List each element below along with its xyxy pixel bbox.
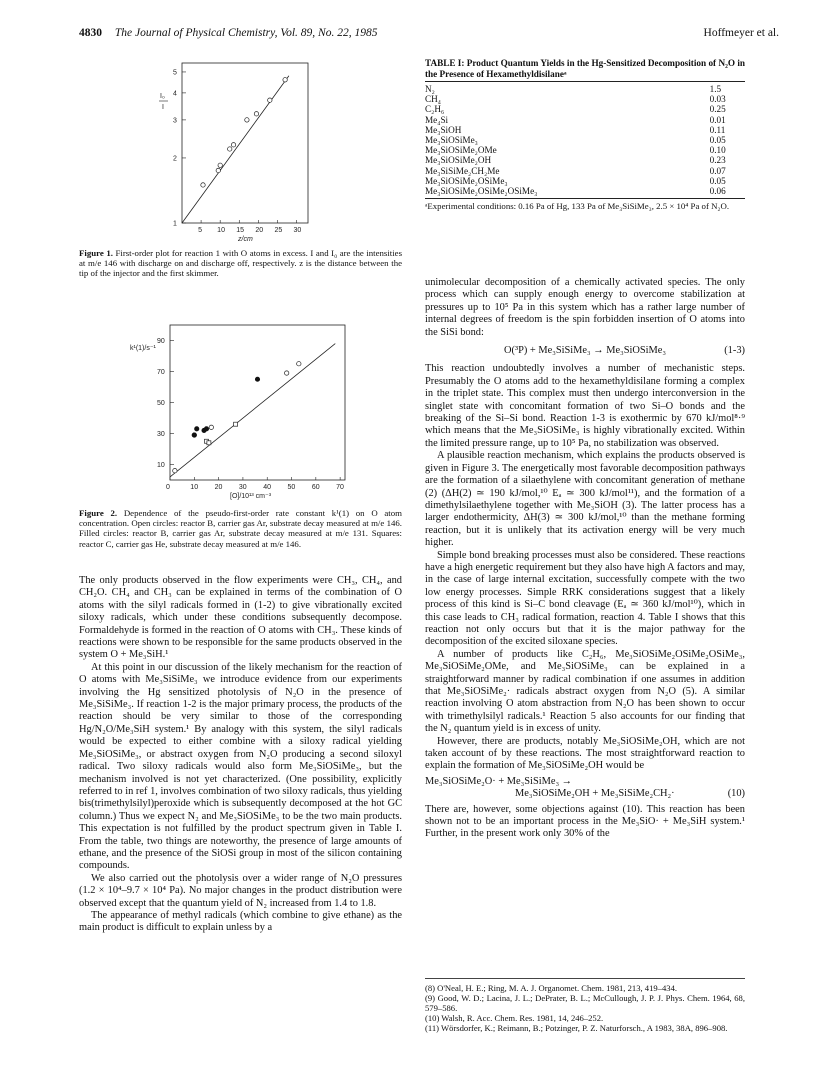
left-column-text bbox=[79, 575, 402, 935]
reference: (9) Good, W. D.; Lacina, J. L.; DePrater, B. L.; McCullough, J. P. J. Phys. Chem. 1964, 68, 579–586. bbox=[425, 993, 745, 1013]
paragraph: The only products observed in the flow experiments were CH₃, CH₄, and CH₂O. CH₄ and CH₃ can be explained in terms of the combination of O atoms with the silyl radicals formed in (1-2) to give vibrationally excited siloxy radicals, which under these conditions subsequently decompose. Formaldehyde is formed in the reaction of O atoms with CH₃. These kinds of reactions were shown to be responsible for the same products observed in the system O + Me₃SiH.¹ bbox=[79, 575, 402, 661]
reference: (10) Walsh, R. Acc. Chem. Res. 1981, 14, 246–252. bbox=[425, 1013, 604, 1023]
right-column-text bbox=[425, 277, 745, 841]
table-cell-product: Me₃SiOSiMe₂OSiMe₃ bbox=[425, 175, 508, 186]
fit-line bbox=[182, 76, 289, 223]
equation-line: Me₃SiOSiMe₂OH + Me₃SiSiMe₂CH₂· bbox=[515, 788, 675, 800]
table-cell-yield: 0.06 bbox=[709, 186, 726, 197]
data-point-open bbox=[173, 469, 177, 473]
figure-2-caption bbox=[79, 508, 402, 549]
x-tick-label: 20 bbox=[214, 484, 223, 491]
figure-2-plot bbox=[110, 320, 360, 505]
table-cell-product: Me₄Si bbox=[425, 114, 449, 125]
x-tick-label: 5 bbox=[198, 227, 202, 234]
y-tick-label: 4 bbox=[173, 90, 177, 98]
table-cell-product: Me₃SiOSiMe₂OSiMe₂OSiMe₃ bbox=[425, 186, 538, 197]
y-tick-label: 3 bbox=[173, 117, 177, 125]
data-point-square bbox=[207, 441, 211, 445]
data-point bbox=[216, 168, 220, 172]
y-tick-label: 10 bbox=[157, 462, 165, 469]
y-tick-label: 1 bbox=[173, 220, 177, 228]
y-tick-label: 90 bbox=[157, 338, 165, 345]
y-tick-label: 5 bbox=[173, 69, 177, 77]
data-point-open bbox=[209, 425, 213, 429]
equation-number: (1-3) bbox=[724, 345, 745, 357]
figure-1-caption bbox=[79, 248, 402, 279]
x-tick-label: 10 bbox=[190, 484, 199, 491]
reference: (8) O'Neal, H. E.; Ring, M. A. J. Organomet. Chem. 1981, 213, 419–434. bbox=[425, 983, 678, 993]
table-row bbox=[425, 104, 745, 114]
data-point bbox=[268, 98, 272, 102]
y-tick-label: 70 bbox=[157, 369, 165, 376]
equation-10 bbox=[425, 776, 745, 801]
table-1-body bbox=[425, 84, 745, 196]
table-row bbox=[425, 176, 745, 186]
data-point bbox=[245, 118, 249, 122]
data-point bbox=[228, 147, 232, 151]
equation-line: Me₃SiOSiMe₂O· + Me₃SiSiMe₃ → bbox=[425, 775, 573, 787]
running-authors: Hoffmeyer et al. bbox=[703, 27, 779, 39]
x-tick-label: 25 bbox=[274, 227, 283, 234]
table-row bbox=[425, 94, 745, 104]
table-row bbox=[425, 166, 745, 176]
figure-2-ylabel: k¹(1)/s⁻¹ bbox=[130, 345, 156, 352]
figure-1-xlabel: z/cm bbox=[238, 236, 253, 243]
paragraph: We also carried out the photolysis over a wider range of N₂O pressures (1.2 × 10⁴–9.7 × 10⁴ Pa). No major changes in the product distribution were observed except that the quantum yield of N₂ increased from 1.4 to 1.8. bbox=[79, 872, 402, 909]
figure-1 bbox=[110, 58, 340, 243]
table-row bbox=[425, 84, 745, 94]
table-cell-yield: 0.05 bbox=[709, 175, 726, 186]
figure-1-ylabel-num: I₀ bbox=[160, 93, 165, 100]
table-1 bbox=[425, 58, 745, 211]
figure-1-caption-text: First-order plot for reaction 1 with O atoms in excess. I and I₀ are the intensities at m/e 146 with discharge on and discharge off, respectively. z is the distance between the tip of the injector and the first skimmer. bbox=[79, 248, 402, 279]
table-cell-product: Me₃SiOSiMe₂OMe bbox=[425, 145, 497, 156]
journal-title: The Journal of Physical Chemistry, Vol. 89, No. 22, 1985 bbox=[114, 27, 378, 39]
table-cell-yield: 0.05 bbox=[709, 135, 726, 146]
table-row bbox=[425, 115, 745, 125]
x-tick-label: 10 bbox=[217, 227, 225, 234]
table-row bbox=[425, 155, 745, 165]
references bbox=[425, 978, 745, 1033]
data-point-filled bbox=[255, 377, 259, 381]
table-cell-product: N₂ bbox=[425, 84, 435, 94]
figure-1-plot bbox=[110, 58, 340, 243]
figure-2 bbox=[110, 320, 360, 505]
data-point bbox=[283, 78, 287, 82]
table-row bbox=[425, 186, 745, 196]
x-tick-label: 60 bbox=[311, 484, 320, 491]
table-cell-yield: 0.07 bbox=[709, 165, 726, 176]
y-tick-label: 2 bbox=[173, 155, 177, 163]
paragraph: At this point in our discussion of the likely mechanism for the reaction of O atoms with Me₃SiSiMe₃ we introduce evidence from our experiments involving the Hg sensitized photolysis of N₂O in the presence of Me₃SiSiMe₃. If reaction 1-2 is the major primary process, the products of the reaction should be very similar to those of the corresponding Hg/N₂O/Me₃SiH system.¹ By analogy with this system, the silyl radicals would be expected to either combine with a siloxy radical yielding Me₃SiOSiMe₃, or abstract oxygen from N₂O producing a second siloxyl radical. Two siloxy radicals would also form Me₃SiOSiMe₃, but the mechanism involved is not yet characterized. (One possibility, explicitly referred to in ref 1, involves combination of two siloxy radicals, thus yielding bis(trimethylsilyl)peroxide which is subsequently decomposed at the hot GC column.) Thus we expect N₂ and Me₃SiOSiMe₃ to be the two main products. This expectation is not fulfilled by the product spectrum given in Table I. From the table, two things are noteworthy, the presence of large amounts of ethane, and the presence of the SiOSi group in most of the silicon containing compounds. bbox=[79, 661, 402, 872]
data-point-square bbox=[234, 422, 238, 426]
table-cell-product: Me₃SiOH bbox=[425, 124, 462, 135]
paragraph: This reaction undoubtedly involves a number of mechanistic steps. Presumably the O atoms add to the hexamethyldisilane forming a complex in the triplet state. This complex must then undergo interconversion in the singlet state with concomitant formation of two Si–O bonds and the breaking of the Si–Si bond. Reaction 1-3 is exothermic by 670 kJ/mol⁸·⁹ which means that the Me₃SiOSiMe₃ is highly vibrationally excited. Within the limited pressure range, up to 10⁵ Pa, no stabilization was observed. bbox=[425, 363, 745, 449]
equation-1-3 bbox=[425, 345, 745, 357]
reference: (11) Wörsdorfer, K.; Reimann, B.; Potzinger, P. Z. Naturforsch., A 1983, 38A, 896–908. bbox=[425, 1023, 728, 1033]
paragraph: However, there are products, notably Me₃SiOSiMe₂OH, which are not taken account of by these reactions. The most straightforward reaction to explain the formation of Me₃SiOSiMe₂OH would be bbox=[425, 735, 745, 772]
paragraph: There are, however, some objections against (10). This reaction has been shown not to be an important process in the Me₃SiO· + Me₃SiH system.¹ Further, in the present work only 30% of the bbox=[425, 803, 745, 840]
paragraph: Simple bond breaking processes must also be considered. These reactions have a high energetic requirement but they also have high A factors and may, in the case of large internal excitation, successfully compete with the two low energy processes. Simple RRK considerations suggest that a likely process of this kind is Si–C bond cleavage (Eₐ ≃ 360 kJ/mol¹⁰), which in this case leads to CH₃ radical formation, reaction 4. Table I shows that this reaction not only occurs but that it is the major pathway for the decomposition of the excited siloxane species. bbox=[425, 549, 745, 648]
table-cell-product: C₂H₆ bbox=[425, 104, 445, 115]
figure-2-xlabel: [O]/10¹³ cm⁻³ bbox=[230, 493, 272, 500]
table-cell-product: Me₃SiOSiMe₂OH bbox=[425, 155, 492, 166]
data-point bbox=[254, 112, 258, 116]
x-tick-label: 70 bbox=[336, 484, 344, 491]
page-header bbox=[79, 27, 779, 45]
paragraph: The appearance of methyl radicals (which combine to give ethane) as the main product is difficult to explain unless by a bbox=[79, 909, 402, 934]
data-point bbox=[231, 143, 235, 147]
figure-2-caption-text: Dependence of the pseudo-first-order rate constant k¹(1) on O atom concentration. Open circles: reactor B, carrier gas Ar, substrate decay measured at m/e 146. Filled circles: reactor B, carrier gas Ar, substrate decay measured at m/e 131. Squares: reactor C, carrier gas He, substrate decay measured at m/e 146. bbox=[79, 508, 402, 549]
table-cell-yield: 0.03 bbox=[709, 94, 726, 105]
table-row bbox=[425, 125, 745, 135]
table-cell-yield: 0.25 bbox=[709, 104, 726, 115]
data-point-open bbox=[284, 371, 288, 375]
paragraph: A plausible reaction mechanism, which explains the products observed is given in Figure 3. The energetically most favorable decomposition pathways are the formation of a silaethylene with concomitant generation of methane (2) (ΔH(2) ≃ 190 kJ/mol,¹⁰ Eₐ ≃ 300 kJ/mol¹¹), and the formation of a dimethylsilaethylene together with Me₃SiOH (3). The latter process has a larger endothermicity, ΔH(3) ≃ 300 kJ/mol,¹⁰ than the methane forming reaction, but it is unlikely that its activation energy will be very much higher. bbox=[425, 450, 745, 549]
table-cell-yield: 0.23 bbox=[709, 155, 726, 166]
table-row bbox=[425, 145, 745, 155]
table-cell-yield: 0.11 bbox=[709, 124, 726, 135]
fit-line bbox=[170, 344, 335, 477]
table-1-title: TABLE I: Product Quantum Yields in the Hg-Sensitized Decomposition of N₂O in the Presence of Hexamethyldisilaneᵃ bbox=[425, 58, 745, 79]
data-point-open bbox=[297, 362, 301, 366]
figure-1-caption-label: Figure 1. bbox=[79, 248, 113, 258]
x-tick-label: 40 bbox=[263, 484, 272, 491]
paragraph: A number of products like C₂H₆, Me₃SiOSiMe₂OSiMe₂OSiMe₃, Me₃SiOSiMe₂OMe, and Me₃SiOSiMe₃ can be explained in a straightforward manner by radical combination if one assumes in addition that Me₃SiOSiMe₂· radicals abstract oxygen from N₂O (5). A similar reaction involving O atom abstraction from N₂O has been shown to occur with trimethylsilyl radicals.¹ Reaction 5 also accounts for our finding that the N₂ quantum yield is in excess of unity. bbox=[425, 648, 745, 735]
page-number: 4830 bbox=[79, 27, 102, 39]
data-point-filled bbox=[204, 427, 208, 431]
data-point-filled bbox=[195, 427, 199, 431]
data-point bbox=[218, 163, 222, 167]
table-cell-product: CH₄ bbox=[425, 94, 441, 105]
figure-2-caption-label: Figure 2. bbox=[79, 508, 118, 518]
data-point-filled bbox=[192, 433, 196, 437]
table-1-footnote: ᵃExperimental conditions: 0.16 Pa of Hg, 133 Pa of Me₃SiSiMe₃, 2.5 × 10⁴ Pa of N₂O. bbox=[425, 201, 730, 212]
y-tick-label: 50 bbox=[157, 400, 165, 407]
paragraph: unimolecular decomposition of a chemically activated species. The only process which can supply enough energy to overcome stabilization at pressures up to 10⁵ Pa in this system which has a rather large number of internal degrees of freedom is the spin forbidden insertion of O atoms into the SiSi bond: bbox=[425, 277, 745, 338]
table-cell-yield: 1.5 bbox=[709, 84, 722, 94]
figure-1-ylabel-den: I bbox=[162, 104, 164, 111]
x-tick-label: 20 bbox=[255, 227, 264, 234]
table-cell-yield: 0.10 bbox=[709, 145, 726, 156]
x-tick-label: 15 bbox=[236, 227, 245, 234]
equation-number: (10) bbox=[727, 788, 745, 800]
x-tick-label: 30 bbox=[238, 484, 247, 491]
table-cell-yield: 0.01 bbox=[709, 114, 726, 125]
table-cell-product: Me₃SiSiMe₂CH₂Me bbox=[425, 165, 500, 176]
table-row bbox=[425, 135, 745, 145]
x-tick-label: 30 bbox=[293, 227, 302, 234]
equation-text: O(³P) + Me₃SiSiMe₃ → Me₃SiOSiMe₃ bbox=[503, 345, 667, 357]
y-tick-label: 30 bbox=[157, 431, 165, 438]
x-tick-label: 50 bbox=[287, 484, 296, 491]
data-point bbox=[201, 183, 205, 187]
x-tick-label: 0 bbox=[166, 484, 170, 491]
table-cell-product: Me₃SiOSiMe₃ bbox=[425, 135, 478, 146]
